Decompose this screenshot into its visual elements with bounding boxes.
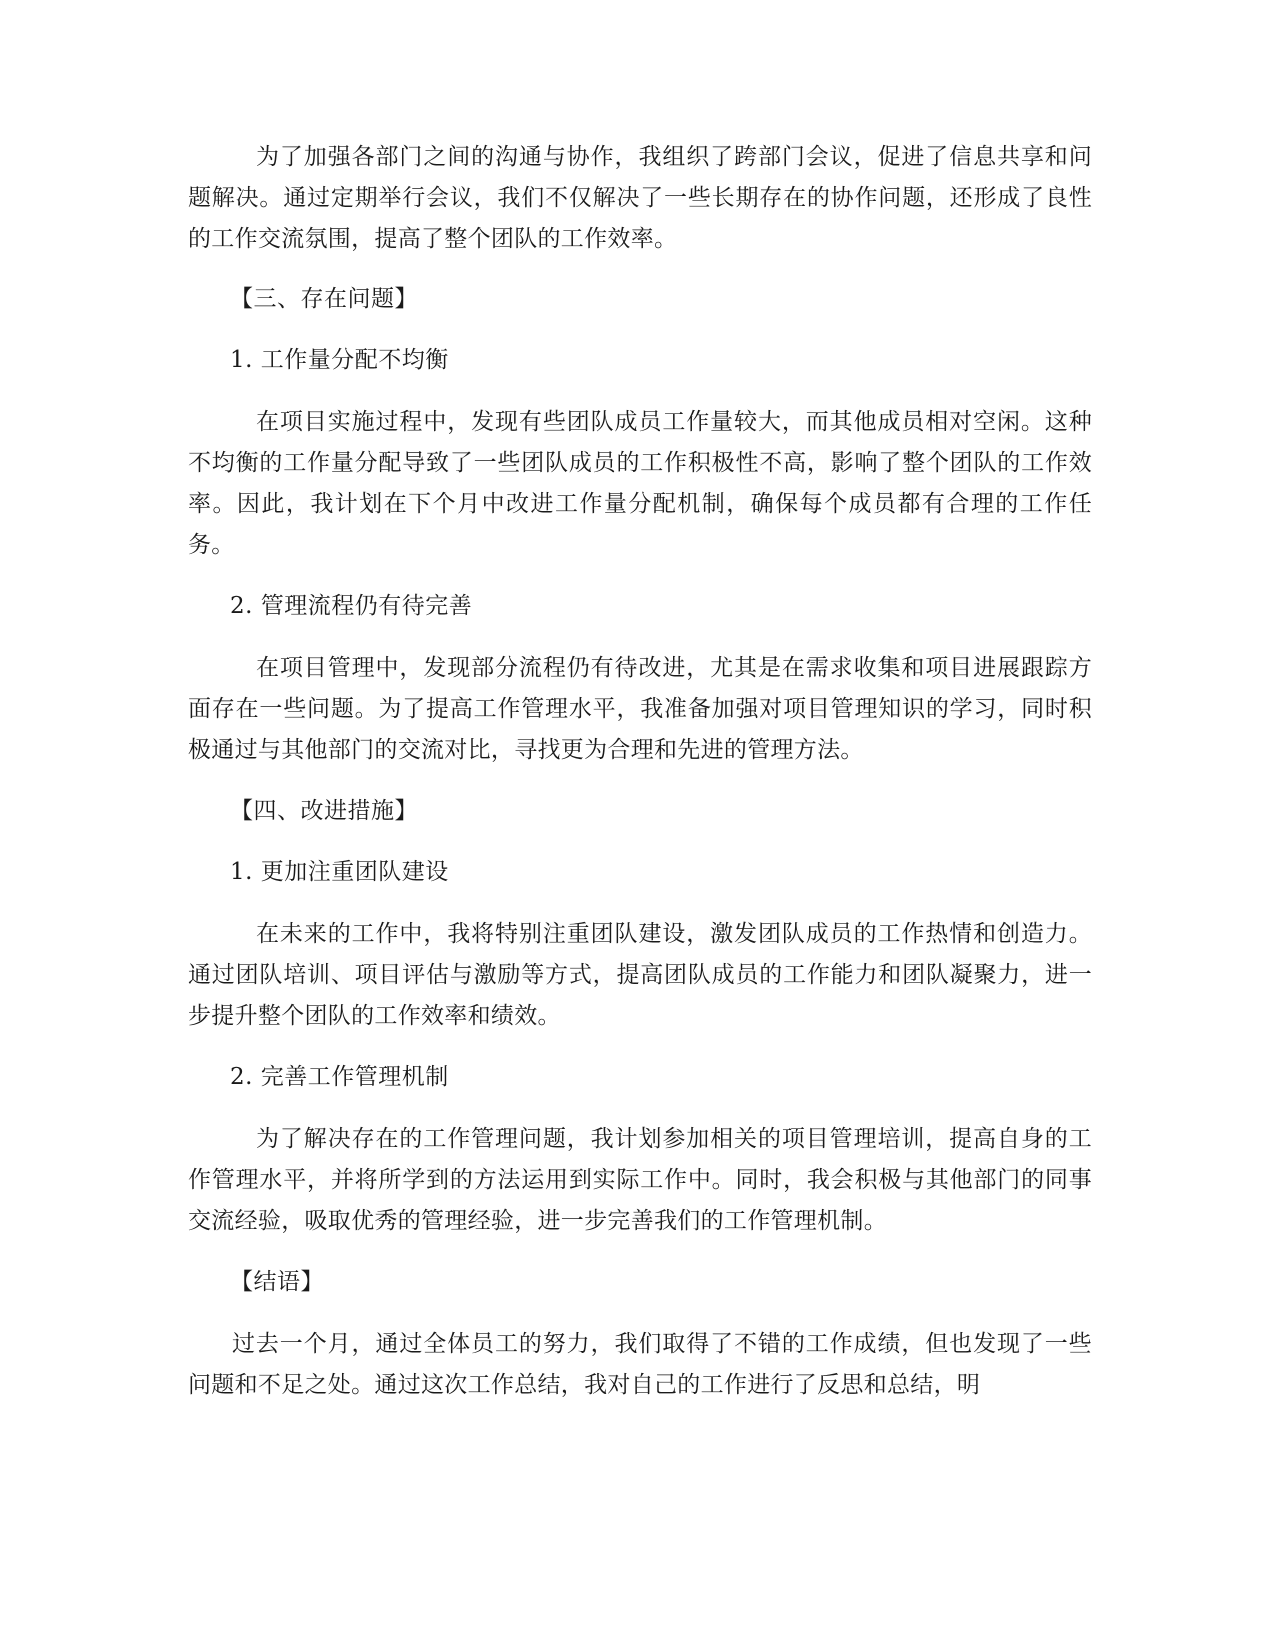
subheading-management-process: 2. 管理流程仍有待完善 <box>230 593 473 619</box>
paragraph-management-mechanism: 为了解决存在的工作管理问题，我计划参加相关的项目管理培训，提高自身的工作管理水平，并将所学到的方法运用到实际工作中。同时，我会积极与其他部门的同事交流经验，吸取优秀的管理经验，进一步完善我们的工作管理机制。 <box>188 1126 1092 1234</box>
paragraph-workload-imbalance: 在项目实施过程中，发现有些团队成员工作量较大，而其他成员相对空闲。这种不均衡的工作量分配导致了一些团队成员的工作积极性不高，影响了整个团队的工作效率。因此，我计划在下个月中改进工作量分配机制，确保每个成员都有合理的工作任务。 <box>188 409 1092 558</box>
paragraph-conclusion: 过去一个月，通过全体员工的努力，我们取得了不错的工作成绩，但也发现了一些问题和不足之处。通过这次工作总结，我对自己的工作进行了反思和总结，明 <box>188 1331 1092 1398</box>
paragraph-cross-department-meetings: 为了加强各部门之间的沟通与协作，我组织了跨部门会议，促进了信息共享和问题解决。通过定期举行会议，我们不仅解决了一些长期存在的协作问题，还形成了良性的工作交流氛围，提高了整个团队的工作效率。 <box>188 144 1092 252</box>
paragraph-team-building: 在未来的工作中，我将特别注重团队建设，激发团队成员的工作热情和创造力。通过团队培训、项目评估与激励等方式，提高团队成员的工作能力和团队凝聚力，进一步提升整个团队的工作效率和绩效。 <box>188 921 1092 1029</box>
subheading-management-mechanism: 2. 完善工作管理机制 <box>230 1064 449 1090</box>
section-heading-existing-problems: 【三、存在问题】 <box>230 286 418 312</box>
section-heading-conclusion: 【结语】 <box>230 1269 324 1295</box>
subheading-workload-imbalance: 1. 工作量分配不均衡 <box>230 347 449 373</box>
section-heading-improvement-measures: 【四、改进措施】 <box>230 798 418 824</box>
subheading-team-building: 1. 更加注重团队建设 <box>230 859 449 885</box>
paragraph-management-process: 在项目管理中，发现部分流程仍有待改进，尤其是在需求收集和项目进展跟踪方面存在一些问题。为了提高工作管理水平，我准备加强对项目管理知识的学习，同时积极通过与其他部门的交流对比，寻找更为合理和先进的管理方法。 <box>188 655 1092 763</box>
